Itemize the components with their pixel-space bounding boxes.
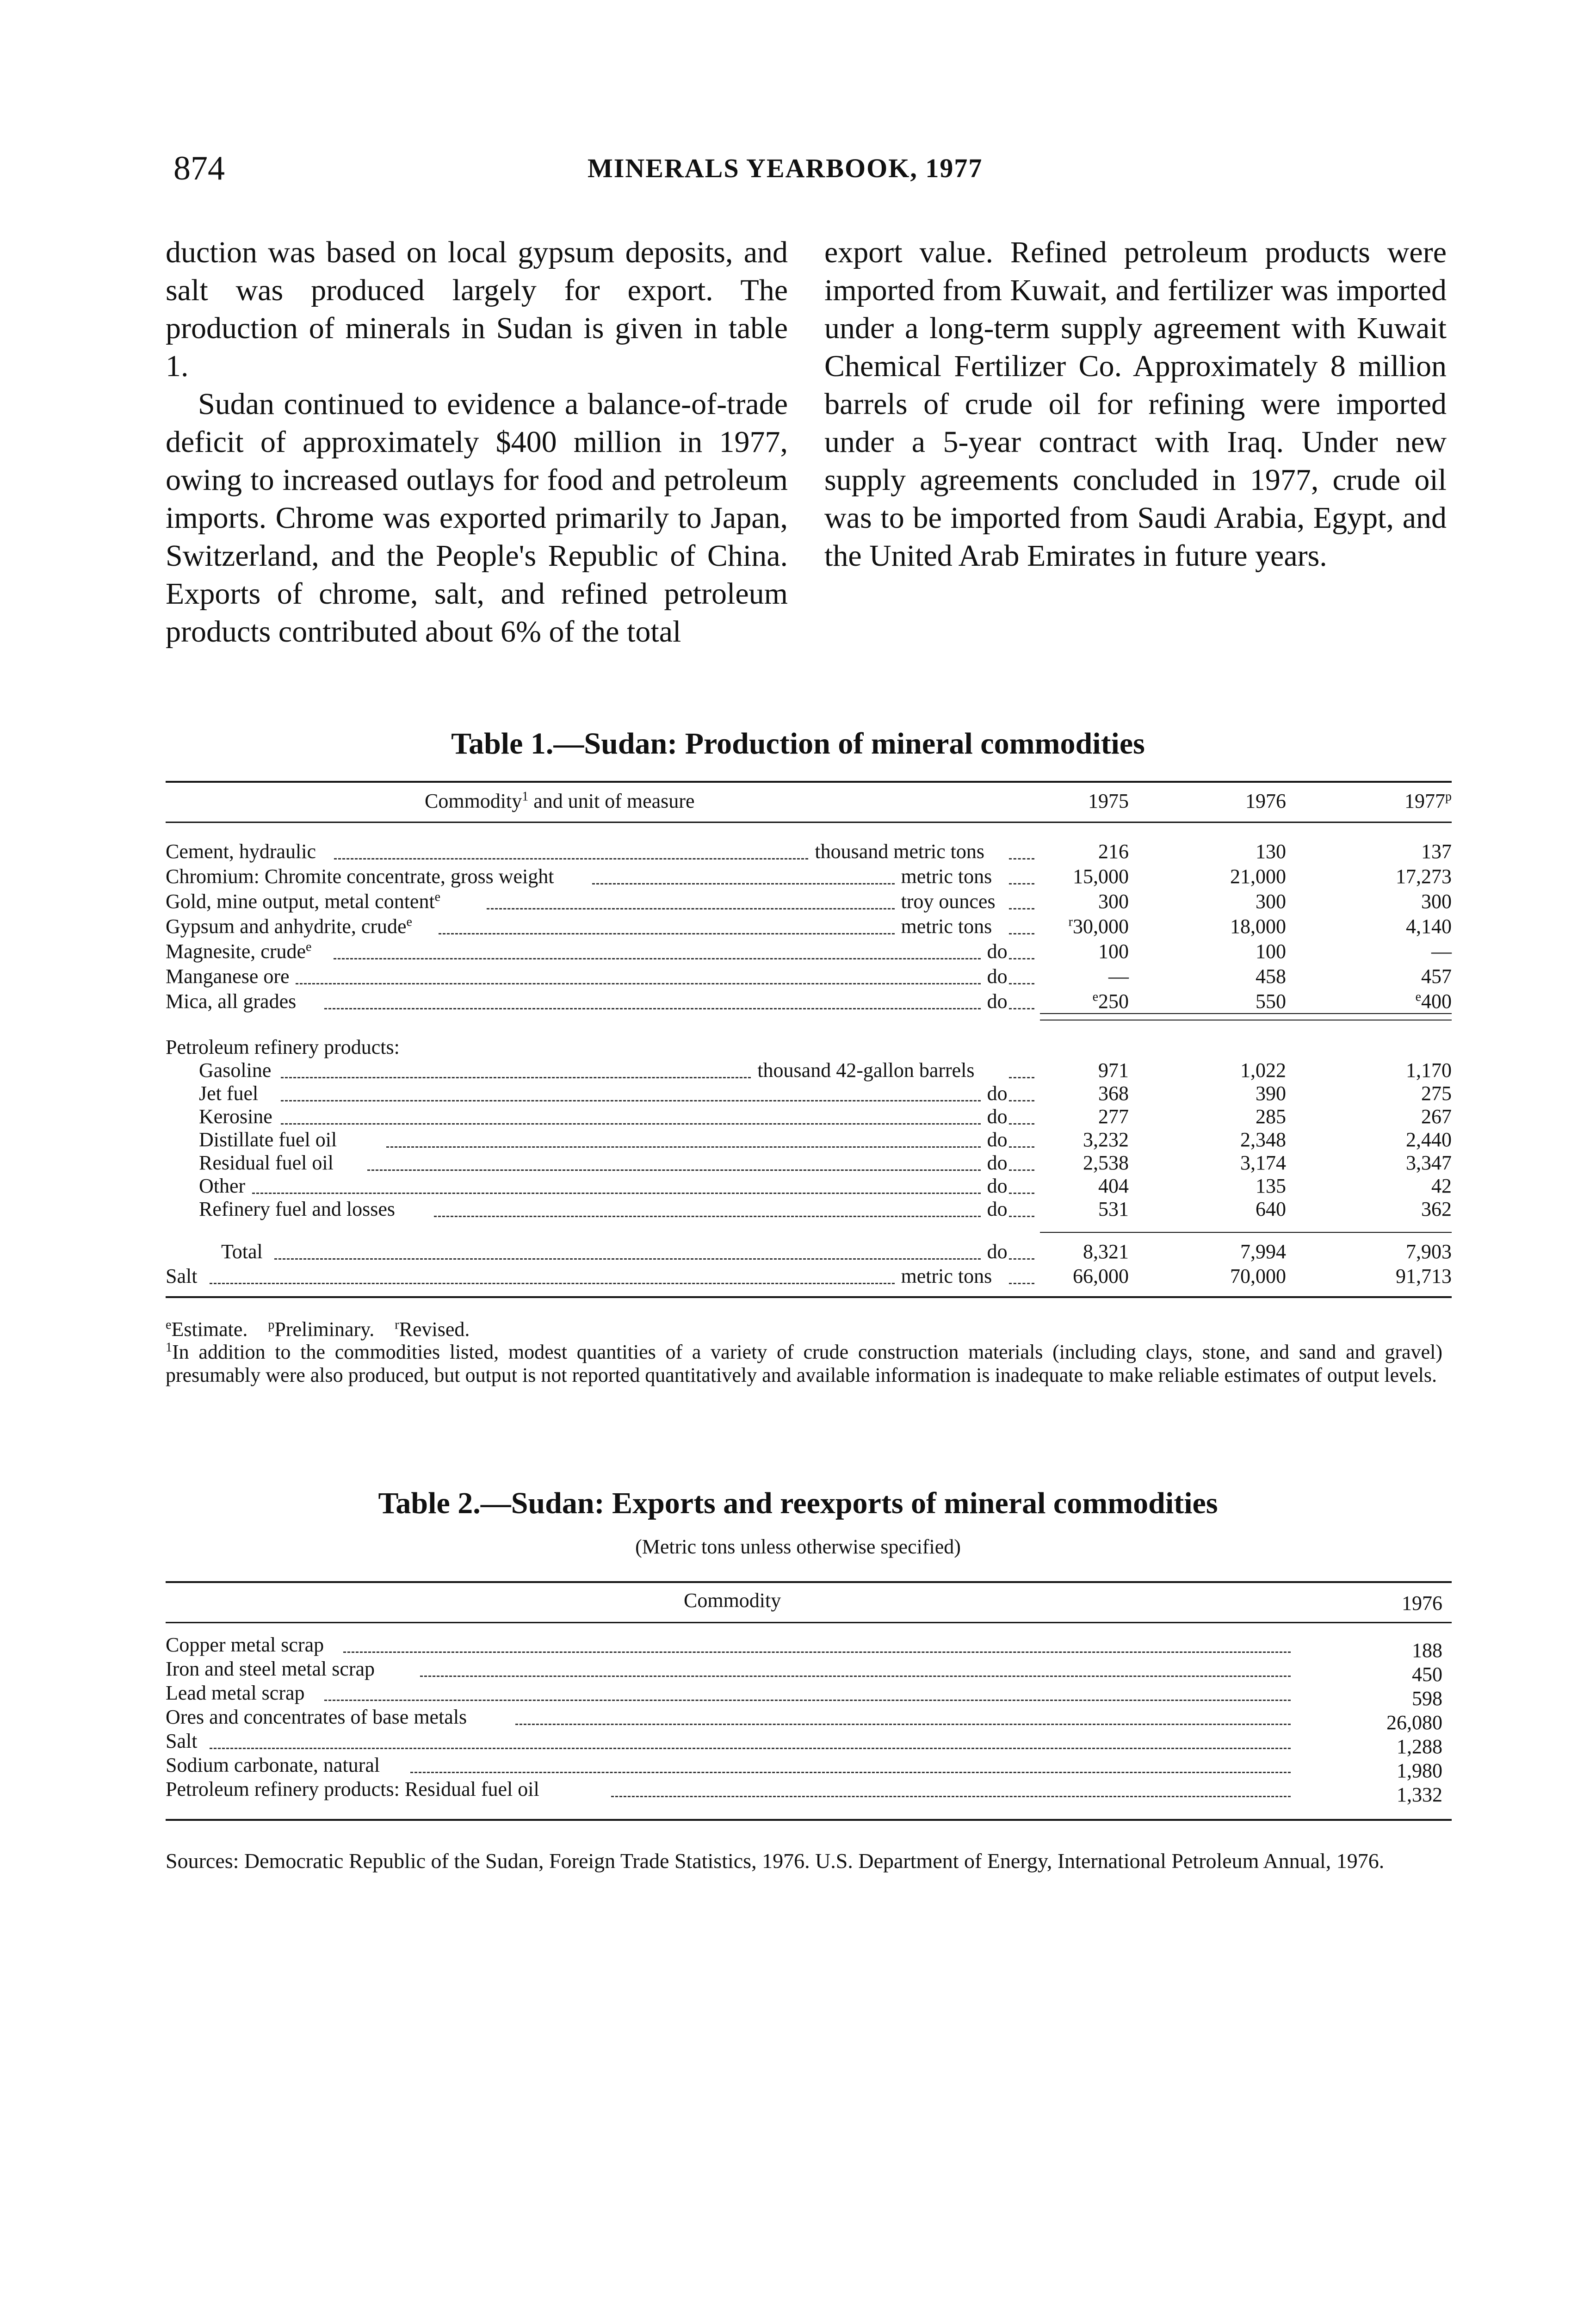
petroleum-row-label: Kerosine — [199, 1105, 272, 1128]
petroleum-row-value: 390 — [1256, 1082, 1286, 1105]
running-title: MINERALS YEARBOOK, 1977 — [588, 153, 983, 183]
petroleum-row-value: 971 — [1098, 1059, 1129, 1082]
table1-footnote: $^1$In addition to the commodities listed, modest quantities of a variety of crude construction materials (including clays, stone, and sand and gravel) presumably were also produced, but output is not reported quantitatively and available information is inadequate to make reliable estimates of output levels. — [166, 1340, 1442, 1386]
table1-row-label: Cement, hydraulic — [166, 840, 316, 863]
table1-top-rule — [166, 781, 1452, 783]
body-column-right — [824, 234, 1447, 575]
leader-dots — [1009, 883, 1034, 884]
leader-dots — [420, 1676, 1291, 1677]
table1-row-unit: thousand metric tons — [815, 840, 984, 863]
table1-row-value: 21,000 — [1230, 865, 1286, 888]
leader-dots — [1009, 1193, 1034, 1194]
petroleum-row-unit: thousand 42-gallon barrels — [757, 1059, 975, 1082]
table2-row-value: 1,288 — [1397, 1735, 1442, 1758]
table1-row-value: 458 — [1256, 965, 1286, 988]
leader-dots — [252, 1193, 980, 1194]
table1-bottom-rule — [166, 1296, 1452, 1298]
table1-row-value: — — [1431, 940, 1452, 963]
table1-row-value: 18,000 — [1230, 915, 1286, 938]
table1-row-value: 17,273 — [1396, 865, 1452, 888]
petroleum-row-value: 275 — [1421, 1082, 1452, 1105]
table2-row-label: Sodium carbonate, natural — [166, 1754, 380, 1776]
leader-dots — [1009, 1258, 1034, 1260]
table1-row-unit: metric tons — [901, 915, 992, 938]
table1-row-value: 550 — [1256, 990, 1286, 1013]
petroleum-row-value: 640 — [1256, 1198, 1286, 1220]
table2-subtitle: (Metric tons unless otherwise specified) — [635, 1535, 961, 1558]
petroleum-row-value: 531 — [1098, 1198, 1129, 1220]
table1-row-value: 15,000 — [1073, 865, 1129, 888]
table1-row-value: — — [1108, 965, 1129, 988]
table1-row-unit: do — [987, 940, 1008, 963]
total-row-value: 7,903 — [1406, 1240, 1452, 1263]
petroleum-row-value: 2,538 — [1083, 1151, 1129, 1174]
leader-dots — [1009, 933, 1034, 934]
petroleum-row-value: 277 — [1098, 1105, 1129, 1128]
table2-row-label: Iron and steel metal scrap — [166, 1657, 375, 1680]
table1-row-value: 300 — [1256, 890, 1286, 913]
leader-dots — [281, 1123, 980, 1125]
leader-dots — [324, 1700, 1291, 1701]
petroleum-row-value: 42 — [1431, 1175, 1452, 1197]
leader-dots — [367, 1169, 981, 1171]
table2-sources: Sources: Democratic Republic of the Sudan, Foreign Trade Statistics, 1976. U.S. Department of Energy, International Petroleum Annual, 1976. — [166, 1849, 1385, 1873]
table2-row-value: 450 — [1412, 1663, 1442, 1686]
table1-row-label: Magnesite, crude$^e$ — [166, 940, 312, 963]
petroleum-row-value: 2,348 — [1240, 1128, 1286, 1151]
petroleum-row-value: 362 — [1421, 1198, 1452, 1220]
table1-row-value: 300 — [1421, 890, 1452, 913]
table2-row-value: 26,080 — [1386, 1711, 1442, 1734]
table2-row-label: Petroleum refinery products: Residual fuel oil — [166, 1778, 539, 1800]
table2-header-year: 1976 — [1402, 1592, 1442, 1614]
leader-dots — [1009, 983, 1034, 984]
table1-row-value: $^e$250 — [1092, 990, 1129, 1013]
table1-row-value: 216 — [1098, 840, 1129, 863]
table1-row-unit: do — [987, 990, 1008, 1013]
leader-dots — [410, 1772, 1291, 1773]
paragraph: duction was based on local gypsum deposits, and salt was produced largely for export. The production of minerals in Sudan is given in table 1. — [166, 235, 788, 383]
petroleum-row-label: Distillate fuel oil — [199, 1128, 337, 1151]
leader-dots — [334, 858, 809, 860]
page-number: 874 — [173, 149, 225, 187]
salt-row-value: 91,713 — [1396, 1265, 1452, 1287]
leader-dots — [386, 1146, 981, 1148]
table1-row-unit: do — [987, 965, 1008, 988]
leader-dots — [1009, 1169, 1034, 1171]
leader-dots — [296, 983, 981, 984]
salt-row-label: Salt — [166, 1265, 198, 1287]
leader-dots — [439, 933, 894, 934]
petroleum-row-value: 1,022 — [1240, 1059, 1286, 1082]
table1-header-commodity: Commodity$^1$ and unit of measure — [425, 789, 695, 812]
leader-dots — [343, 1651, 1291, 1653]
table1-row-value: 457 — [1421, 965, 1452, 988]
paragraph: export value. Refined petroleum products were imported from Kuwait, and fertilizer was imported under a long-term supply agreement with Kuwait Chemical Fertilizer Co. Approximately 8 million barrels of crude oil for refining were imported under a 5-year contract with Iraq. Under new supply agreements concluded in 1977, crude oil was to be imported from Saudi Arabia, Egypt, and the United Arab Emirates in future years. — [824, 235, 1447, 573]
petroleum-row-value: 404 — [1098, 1175, 1129, 1197]
salt-row-unit: metric tons — [901, 1265, 992, 1287]
table2-row-value: 598 — [1412, 1687, 1442, 1710]
table1-header-year: 1977$^p$ — [1404, 789, 1452, 812]
leader-dots — [1009, 1123, 1034, 1125]
leader-dots — [592, 883, 895, 884]
leader-dots — [210, 1748, 1291, 1749]
table1-row-label: Gypsum and anhydrite, crude$^e$ — [166, 915, 412, 938]
table1-row-unit: troy ounces — [901, 890, 996, 913]
leader-dots — [434, 1216, 980, 1217]
leader-dots — [1009, 1100, 1034, 1101]
table1-header-rule — [166, 822, 1452, 823]
petroleum-row-unit: do — [987, 1151, 1008, 1174]
table2-row-value: 1,980 — [1397, 1759, 1442, 1782]
petroleum-row-unit: do — [987, 1198, 1008, 1220]
petroleum-row-value: 368 — [1098, 1082, 1129, 1105]
table1-row-label: Mica, all grades — [166, 990, 297, 1013]
petroleum-row-label: Refinery fuel and losses — [199, 1198, 395, 1220]
table1-row-value: 130 — [1256, 840, 1286, 863]
leader-dots — [281, 1077, 751, 1078]
table1-row-value: 100 — [1256, 940, 1286, 963]
salt-row-value: 70,000 — [1230, 1265, 1286, 1287]
table1-row-value: $^e$400 — [1415, 990, 1452, 1013]
paragraph: Sudan continued to evidence a balance-of-trade deficit of approximately $400 million in 1977, owing to increased outlays for food and petroleum imports. Chrome was exported primarily to Japan, Switzerland, and the People's Republic of China. Exports of chrome, salt, and refined petroleum products contributed about 6% of the total — [166, 387, 788, 649]
table1-row-value: 137 — [1421, 840, 1452, 863]
table1-row-unit: metric tons — [901, 865, 992, 888]
table2-row-value: 188 — [1412, 1639, 1442, 1662]
petroleum-row-value: 267 — [1421, 1105, 1452, 1128]
total-row-unit: do — [987, 1240, 1008, 1263]
table2-row-label: Ores and concentrates of base metals — [166, 1706, 467, 1728]
total-row-label: Total — [221, 1240, 263, 1263]
table2-header-commodity: Commodity — [684, 1589, 781, 1612]
table1-row-value: 300 — [1098, 890, 1129, 913]
table1-mid-rule — [1040, 1013, 1452, 1014]
leader-dots — [1009, 1008, 1034, 1009]
leader-dots — [1009, 1077, 1034, 1078]
leader-dots — [1009, 1146, 1034, 1148]
petroleum-row-unit: do — [987, 1128, 1008, 1151]
leader-dots — [1009, 858, 1034, 860]
table1-row-label: Manganese ore — [166, 965, 290, 988]
petroleum-row-value: 1,170 — [1406, 1059, 1452, 1082]
table2-top-rule — [166, 1581, 1452, 1583]
table1-header-year: 1976 — [1245, 790, 1286, 812]
table1-legend: $^e$Estimate. $^p$Preliminary. $^r$Revised. — [166, 1317, 470, 1341]
petroleum-row-value: 3,347 — [1406, 1151, 1452, 1174]
petroleum-row-label: Gasoline — [199, 1059, 272, 1082]
table2-row-label: Salt — [166, 1730, 198, 1752]
petroleum-row-unit: do — [987, 1082, 1008, 1105]
table1-row-value: 4,140 — [1406, 915, 1452, 938]
leader-dots — [274, 1258, 980, 1260]
salt-row-value: 66,000 — [1073, 1265, 1129, 1287]
leader-dots — [487, 908, 895, 909]
petroleum-row-label: Jet fuel — [199, 1082, 259, 1105]
leader-dots — [1009, 1283, 1034, 1284]
table1-title: Table 1.—Sudan: Production of mineral commodities — [451, 727, 1145, 761]
petroleum-row-unit: do — [987, 1105, 1008, 1128]
petroleum-row-label: Residual fuel oil — [199, 1151, 334, 1174]
table2-header-rule — [166, 1622, 1452, 1623]
petroleum-row-value: 2,440 — [1406, 1128, 1452, 1151]
table2-bottom-rule — [166, 1819, 1452, 1821]
petroleum-row-value: 3,174 — [1240, 1151, 1286, 1174]
table1-row-label: Chromium: Chromite concentrate, gross weight — [166, 865, 554, 888]
petroleum-row-value: 135 — [1256, 1175, 1286, 1197]
leader-dots — [1009, 958, 1034, 959]
leader-dots — [334, 958, 981, 959]
petroleum-heading: Petroleum refinery products: — [166, 1036, 400, 1058]
petroleum-row-value: 285 — [1256, 1105, 1286, 1128]
leader-dots — [611, 1796, 1291, 1797]
leader-dots — [515, 1724, 1291, 1725]
leader-dots — [1009, 908, 1034, 909]
leader-dots — [324, 1008, 981, 1009]
table1-row-value: $^r$30,000 — [1068, 915, 1129, 938]
table2-row-label: Copper metal scrap — [166, 1633, 324, 1656]
leader-dots — [281, 1100, 980, 1101]
body-column-left — [166, 234, 788, 651]
table1-total-rule — [1040, 1232, 1452, 1233]
table2-row-value: 1,332 — [1397, 1783, 1442, 1806]
table2-row-label: Lead metal scrap — [166, 1682, 305, 1704]
leader-dots — [1009, 1216, 1034, 1217]
table1-row-label: Gold, mine output, metal content$^e$ — [166, 890, 441, 913]
petroleum-row-unit: do — [987, 1175, 1008, 1197]
total-row-value: 7,994 — [1240, 1240, 1286, 1263]
table1-row-value: 100 — [1098, 940, 1129, 963]
total-row-value: 8,321 — [1083, 1240, 1129, 1263]
leader-dots — [210, 1283, 895, 1284]
petroleum-row-label: Other — [199, 1175, 246, 1197]
petroleum-row-value: 3,232 — [1083, 1128, 1129, 1151]
table2-title: Table 2.—Sudan: Exports and reexports of mineral commodities — [378, 1486, 1218, 1520]
table1-header-year: 1975 — [1088, 790, 1129, 812]
